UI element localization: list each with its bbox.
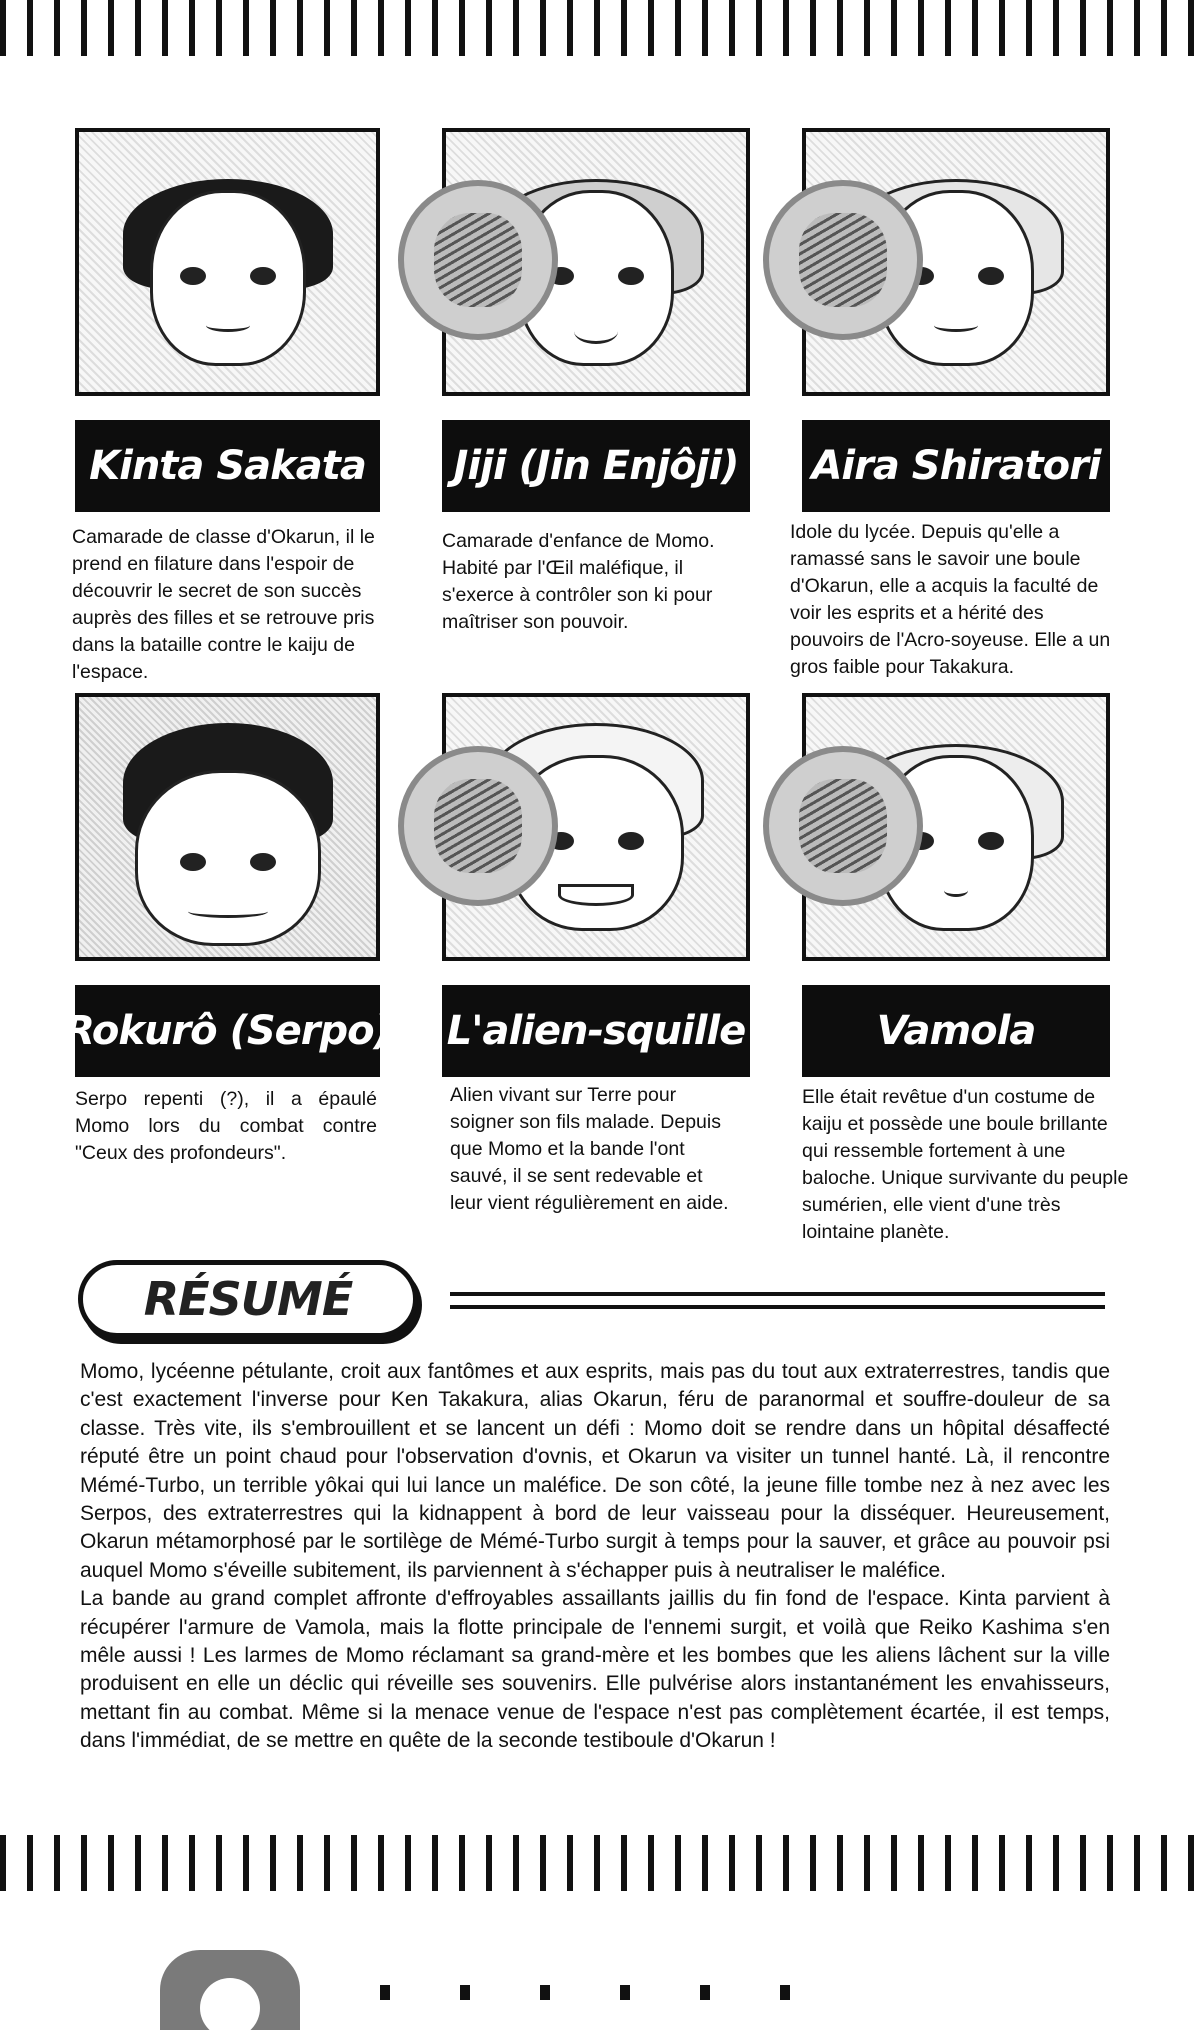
bottom-stripe-border — [0, 1835, 1200, 1891]
resume-paragraph: La bande au grand complet affronte d'effroyables assaillants jaillis du fin fond de l'espace. Kinta parvient à récupérer l'armure de Vamola, mais la flotte principale de l'ennemi surgit, et voilà que Reiko Kashima s'en mêle aussi ! Les larmes de Momo réclamant sa grand-mère et les bombes que les aliens lâchent sur la ville produisent en elle un déclic qui réveille ses souvenirs. Elle pulvérise alors instantanément les envahisseurs, mettant fin au combat. Même si la menace venue de l'espace n'est pas complètement écartée, il est temps, dans l'immédiat, de se mettre en quête de la seconde testiboule d'Okarun ! — [80, 1587, 1110, 1753]
top-stripe-border — [0, 0, 1200, 56]
partial-title-graphic — [380, 1985, 800, 2000]
name-jiji: Jiji (Jin Enjôji) — [442, 420, 750, 512]
name-vamola: Vamola — [802, 985, 1110, 1077]
portrait-kinta-sakata — [75, 128, 380, 396]
desc-aira-shiratori: Idole du lycée. Depuis qu'elle a ramassé sans le savoir une boule d'Okarun, elle a acquis la faculté de voir les esprits et a hérité des pouvoirs de l'Acro-soyeuse. Elle a un gros faible pour Takakura. — [790, 521, 1111, 678]
resume-text — [80, 1358, 1110, 1756]
inset-acro-soyeuse — [763, 180, 923, 340]
desc-kinta-sakata: Camarade de classe d'Okarun, il le prend en filature dans l'espoir de découvrir le secret de son succès auprès des filles et se retrouve pris dans la bataille contre le kaiju de l'espace. — [72, 526, 375, 683]
resume-paragraph: Momo, lycéenne pétulante, croit aux fantômes et aux esprits, mais pas du tout aux extraterrestres, tandis que c'est exactement l'inverse pour Ken Takakura, alias Okarun, féru de paranormal et souffre-douleur de sa classe. Très vite, ils s'embrouillent et se lancent un défi : Momo doit se rendre dans un hôpital désaffecté réputé être un point chaud pour l'observation d'ovnis, et Okarun va visiter un tunnel hanté. Là, il rencontre Mémé-Turbo, un terrible yôkai qui lui lance un maléfice. De son côté, la jeune fille tombe nez à nez avec les Serpos, des extraterrestres qui la kidnappent à bord de leur vaisseau pour la disséquer. Heureusement, Okarun métamorphosé par le sortilège de Mémé-Turbo surgit à temps pour la sauver, et grâce au pouvoir psi auquel Momo s'éveille subitement, ils parviennent à s'échapper puis à neutraliser le maléfice. — [80, 1360, 1110, 1582]
desc-rokuro-serpo: Serpo repenti (?), il a épaulé Momo lors du combat contre "Ceux des profondeurs". — [75, 1088, 377, 1164]
inset-vamola-kaiju — [763, 746, 923, 906]
inset-jiji-evil-eye — [398, 180, 558, 340]
name-alien-squille: L'alien-squille — [442, 985, 750, 1077]
partial-logo-graphic — [160, 1950, 300, 2030]
name-rokuro-serpo: Rokurô (Serpo) — [75, 985, 380, 1077]
name-kinta-sakata: Kinta Sakata — [75, 420, 380, 512]
inset-alien-squille — [398, 746, 558, 906]
resume-heading: RÉSUMÉ — [78, 1260, 418, 1338]
resume-rule-bottom — [450, 1305, 1105, 1309]
name-aira-shiratori: Aira Shiratori — [802, 420, 1110, 512]
resume-rule-top — [450, 1292, 1105, 1296]
desc-alien-squille: Alien vivant sur Terre pour soigner son fils malade. Depuis que Momo et la bande l'ont sauvé, il se sent redevable et leur vient régulièrement en aide. — [450, 1084, 729, 1214]
portrait-rokuro-serpo — [75, 693, 380, 961]
desc-jiji: Camarade d'enfance de Momo. Habité par l'Œil maléfique, il s'exerce à contrôler son ki pour maîtriser son pouvoir. — [442, 530, 715, 633]
desc-vamola: Elle était revêtue d'un costume de kaiju et possède une boule brillante qui ressemble fortement à une baloche. Unique survivante du peuple sumérien, elle vient d'une très lointaine planète. — [802, 1086, 1129, 1243]
